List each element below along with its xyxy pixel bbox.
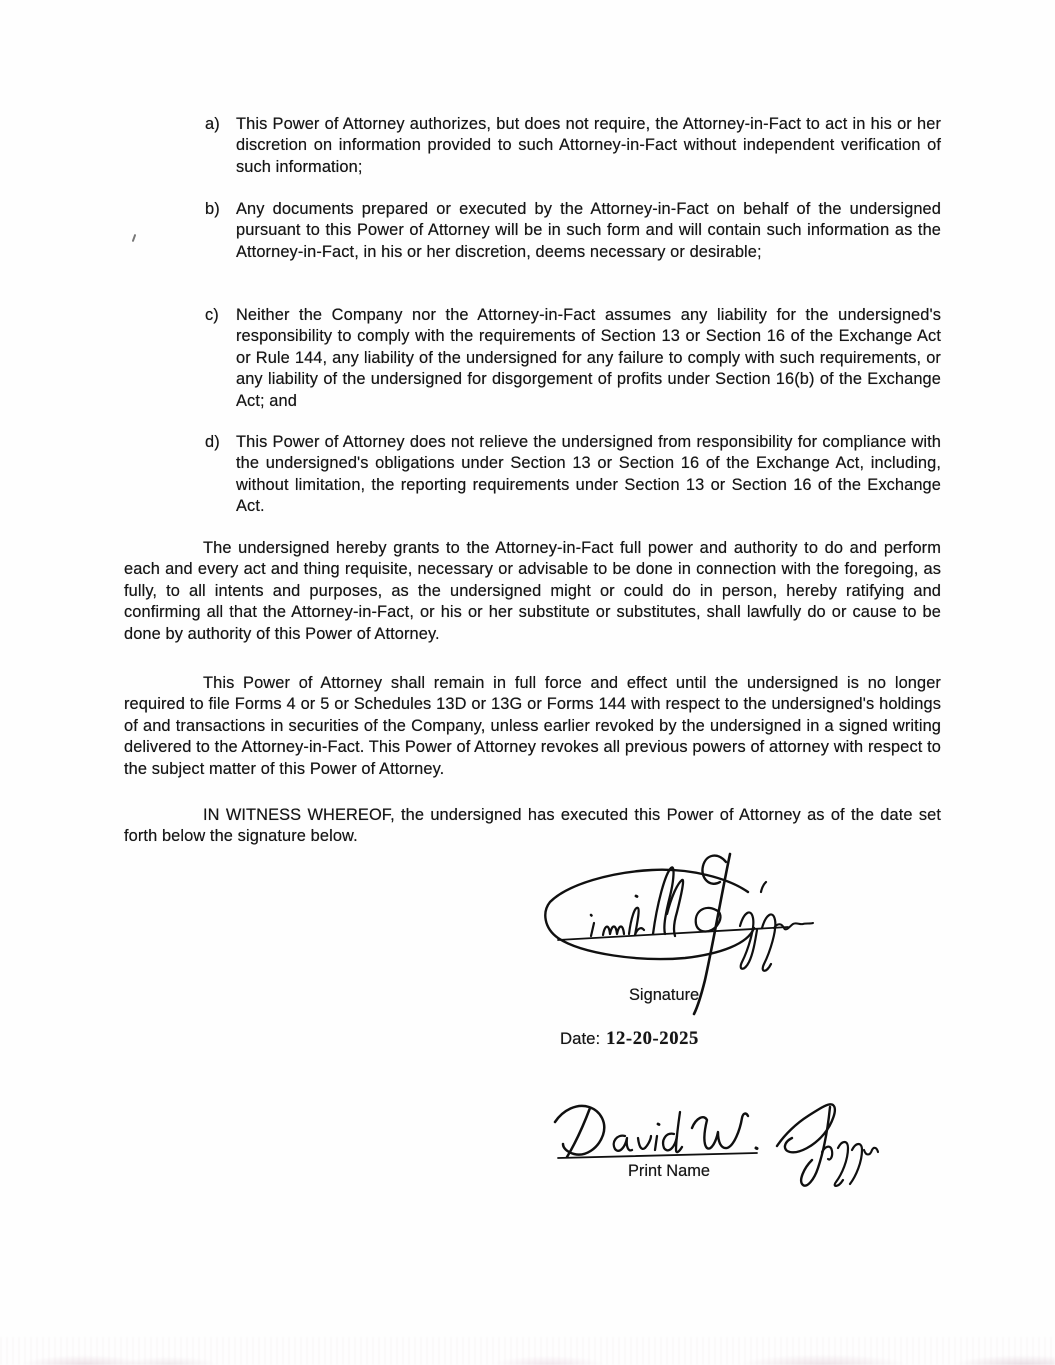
clause-text: This Power of Attorney does not relieve the undersigned from responsibility for compliance with the undersigned's obligations under Section 13 or Section 16 of the Exchange Act, including, without limitation, the reporting requirements under Section 13 or Section 16 of the Exchange Act.	[236, 433, 941, 516]
stray-scan-mark	[132, 234, 137, 242]
date-line	[560, 1028, 699, 1050]
clause-a	[205, 114, 941, 178]
clause-letter: d)	[205, 433, 220, 451]
clause-text: This Power of Attorney authorizes, but does not require, the Attorney-in-Fact to act in his or her discretion on information provided to such Attorney-in-Fact without independent verification of such information;	[236, 115, 941, 176]
clause-text: Neither the Company nor the Attorney-in-Fact assumes any liability for the undersigned's responsibility to comply with the requirements of Section 13 or Section 16 of the Exchange Act or Rule 144, any liability of the undersigned for any failure to comply with such requirements, or any liability of the undersigned for disgorgement of profits under Section 16(b) of the Exchange Act; and	[236, 306, 941, 410]
paragraph-duration: This Power of Attorney shall remain in full force and effect until the undersigned is no longer required to file Forms 4 or 5 or Schedules 13D or 13G or Forms 144 with respect to the undersigned's holdings of and transactions in securities of the Company, unless earlier revoked by the undersigned in a signed writing delivered to the Attorney-in-Fact. This Power of Attorney revokes all previous powers of attorney with respect to the subject matter of this Power of Attorney.	[124, 674, 941, 778]
bottom-scan-noise	[0, 1337, 1055, 1365]
date-value: 12-20-2025	[606, 1028, 699, 1049]
clause-b	[205, 199, 941, 263]
date-label: Date:	[560, 1029, 601, 1048]
clause-letter: b)	[205, 200, 220, 218]
print-name-label: Print Name	[628, 1162, 710, 1180]
paragraph-grant-of-power: The undersigned hereby grants to the Attorney-in-Fact full power and authority to do and perform each and every act and thing requisite, necessary or advisable to be done in connection with the foregoing, as fully, to all intents and purposes, as the undersigned might or could do in person, hereby ratifying and confirming all that the Attorney-in-Fact, or his or her substitute or substitutes, shall lawfully do or cause to be done by authority of this Power of Attorney.	[124, 539, 941, 643]
clause-c	[205, 305, 941, 412]
print-name-script	[545, 1090, 880, 1205]
clause-text: Any documents prepared or executed by the Attorney-in-Fact on behalf of the undersigned pursuant to this Power of Attorney will be in such form and will contain such information as the Attorney-in-Fact, in his or her discretion, deems necessary or desirable;	[236, 200, 941, 261]
signature-label: Signature	[629, 986, 700, 1004]
clause-letter: c)	[205, 306, 219, 324]
paragraph-witness: IN WITNESS WHEREOF, the undersigned has executed this Power of Attorney as of the date set forth below the signature below.	[124, 806, 941, 846]
clause-d	[205, 432, 941, 518]
clause-letter: a)	[205, 115, 220, 133]
